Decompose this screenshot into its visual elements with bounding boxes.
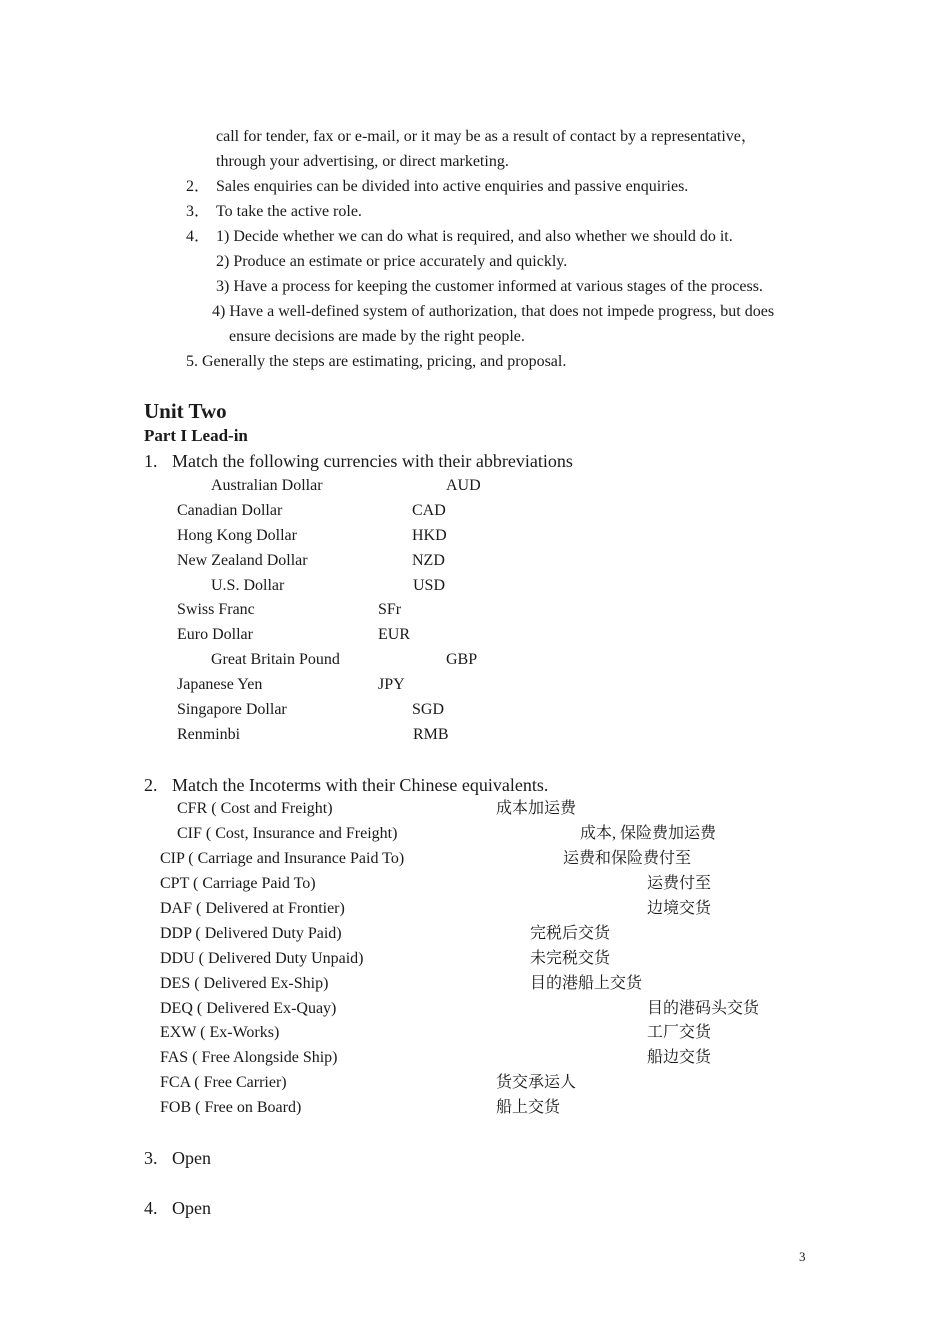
currency-abbr: SFr: [378, 601, 402, 618]
q2-number: 2.: [144, 775, 158, 795]
item-4-sub-4a: 4) Have a well-defined system of authorization, that does not impede progress, but does: [212, 303, 775, 320]
incoterm-name: DEQ ( Delivered Ex-Quay): [160, 1000, 337, 1017]
incoterm-name: FOB ( Free on Board): [160, 1099, 302, 1116]
currency-name: Great Britain Pound: [211, 651, 340, 668]
currency-name: Swiss Franc: [177, 601, 255, 618]
item-3-text: To take the active role.: [216, 203, 362, 220]
item-2-text: Sales enquiries can be divided into active enquiries and passive enquiries.: [216, 178, 689, 195]
incoterm-name: CIF ( Cost, Insurance and Freight): [177, 825, 398, 842]
incoterm-chinese: 未完税交货: [530, 950, 611, 967]
q3-text: Open: [172, 1148, 211, 1168]
item-4-number: 4．: [186, 228, 211, 245]
incoterm-name: CPT ( Carriage Paid To): [160, 875, 316, 892]
currency-abbr: SGD: [412, 701, 445, 718]
incoterm-name: DDP ( Delivered Duty Paid): [160, 925, 342, 942]
incoterm-chinese: 成本, 保险费加运费: [580, 825, 717, 842]
item-2-number: 2．: [186, 178, 211, 195]
unit-title: Unit Two: [144, 399, 227, 423]
currency-abbr: RMB: [413, 726, 449, 743]
currency-name: New Zealand Dollar: [177, 552, 308, 569]
page-number: 3: [799, 1249, 806, 1264]
incoterm-chinese: 目的港船上交货: [530, 975, 643, 992]
intro-line-2: through your advertising, or direct marketing.: [216, 153, 509, 170]
incoterm-name: CIP ( Carriage and Insurance Paid To): [160, 850, 405, 867]
currency-abbr: USD: [413, 577, 446, 594]
currency-abbr: AUD: [446, 477, 481, 494]
q2-title: Match the Incoterms with their Chinese equivalents.: [172, 775, 549, 795]
item-4-sub-1: 1) Decide whether we can do what is required, and also whether we should do it.: [216, 228, 733, 245]
currency-abbr: EUR: [378, 626, 410, 643]
incoterm-name: CFR ( Cost and Freight): [177, 800, 333, 817]
incoterm-chinese: 边境交货: [647, 900, 712, 917]
incoterm-chinese: 运费和保险费付至: [563, 850, 692, 867]
item-4-sub-2: 2) Produce an estimate or price accurately and quickly.: [216, 253, 568, 270]
currency-name: U.S. Dollar: [211, 577, 285, 594]
item-5-text: 5. Generally the steps are estimating, pricing, and proposal.: [186, 353, 567, 370]
incoterm-name: DDU ( Delivered Duty Unpaid): [160, 950, 364, 967]
currency-abbr: CAD: [412, 502, 446, 519]
q3-number: 3.: [144, 1148, 158, 1168]
incoterm-chinese: 运费付至: [647, 875, 712, 892]
incoterm-chinese: 成本加运费: [496, 800, 577, 817]
incoterm-name: FAS ( Free Alongside Ship): [160, 1049, 338, 1066]
currency-name: Hong Kong Dollar: [177, 527, 297, 544]
part-title: Part I Lead-in: [144, 426, 248, 445]
q1-number: 1.: [144, 451, 158, 471]
currency-abbr: JPY: [378, 676, 405, 693]
q4-number: 4.: [144, 1198, 158, 1218]
incoterm-chinese: 工厂交货: [647, 1024, 712, 1041]
incoterm-chinese: 船边交货: [647, 1049, 712, 1066]
q4-text: Open: [172, 1198, 211, 1218]
currency-name: Renminbi: [177, 726, 241, 743]
incoterm-chinese: 目的港码头交货: [647, 1000, 760, 1017]
incoterm-name: DES ( Delivered Ex-Ship): [160, 975, 329, 992]
incoterm-chinese: 完税后交货: [530, 925, 611, 942]
incoterm-name: DAF ( Delivered at Frontier): [160, 900, 345, 917]
item-4-sub-4b: ensure decisions are made by the right people.: [229, 328, 525, 345]
currency-abbr: HKD: [412, 527, 447, 544]
item-4-sub-3: 3) Have a process for keeping the customer informed at various stages of the process.: [216, 278, 763, 295]
currency-abbr: NZD: [412, 552, 445, 569]
item-3-number: 3．: [186, 203, 211, 220]
q1-title: Match the following currencies with their abbreviations: [172, 451, 573, 471]
incoterm-chinese: 船上交货: [496, 1099, 561, 1116]
currency-name: Australian Dollar: [211, 477, 323, 494]
currency-name: Euro Dollar: [177, 626, 253, 643]
currency-abbr: GBP: [446, 651, 478, 668]
intro-line-1: call for tender, fax or e-mail, or it may be as a result of contact by a representative，: [216, 128, 757, 145]
incoterm-name: EXW ( Ex-Works): [160, 1024, 280, 1041]
incoterm-name: FCA ( Free Carrier): [160, 1074, 287, 1091]
currency-name: Canadian Dollar: [177, 502, 283, 519]
incoterm-chinese: 货交承运人: [496, 1074, 577, 1091]
currency-name: Japanese Yen: [177, 676, 263, 693]
currency-name: Singapore Dollar: [177, 701, 287, 718]
